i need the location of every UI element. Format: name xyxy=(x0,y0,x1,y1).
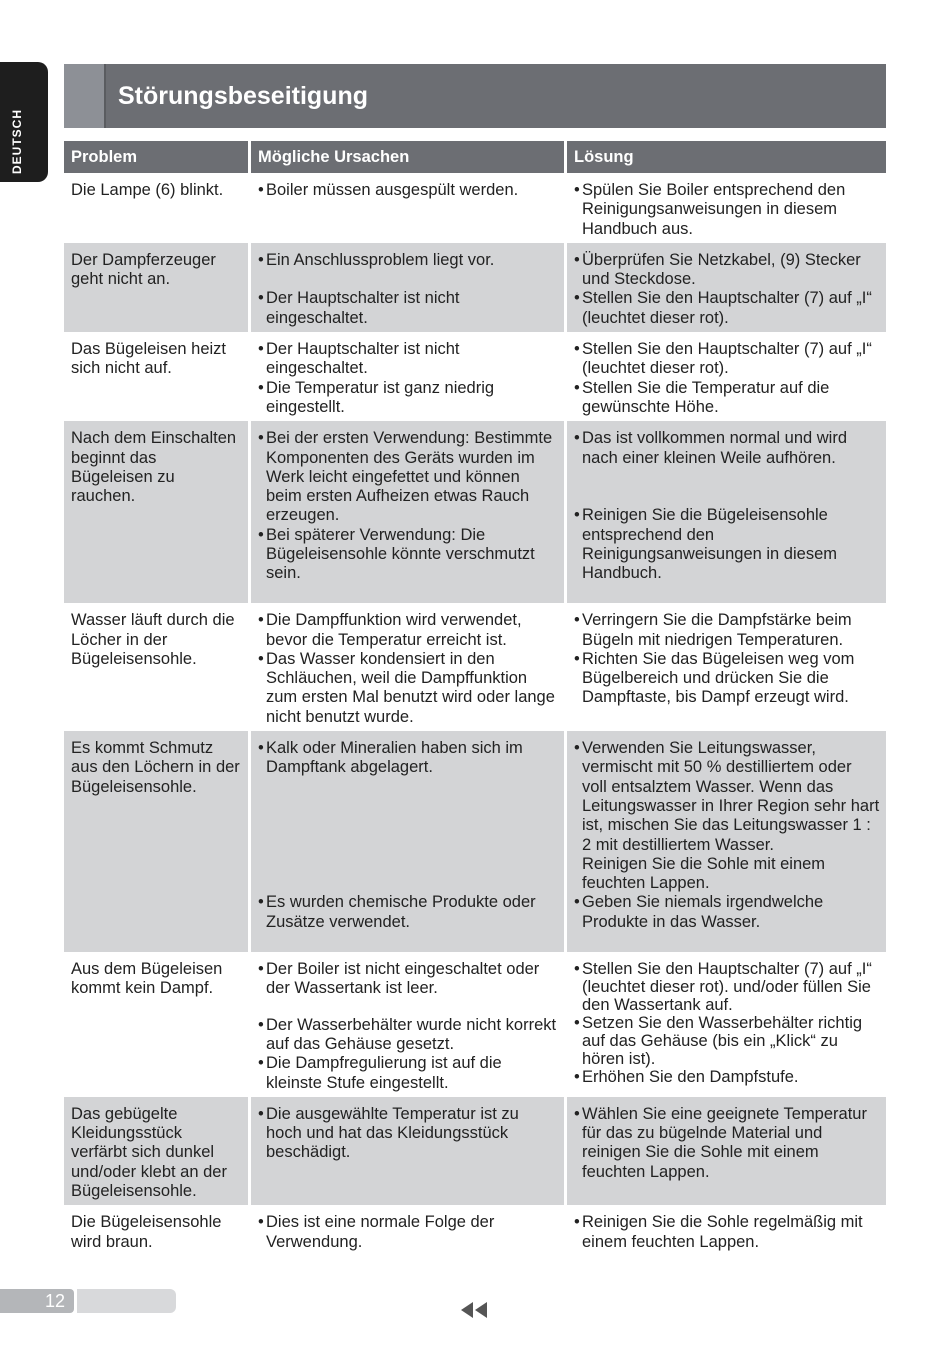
cause-item: • Boiler müssen ausgespült werden. xyxy=(258,181,519,199)
solution-item: • Stellen Sie den Hauptschalter (7) auf „I“ (leuchtet dieser rot). xyxy=(574,340,872,378)
rewind-arrows-icon xyxy=(461,1302,489,1318)
column-header-causes: Mögliche Ursachen xyxy=(248,141,564,173)
solution-item: • Reinigen Sie die Sohle regelmäßig mit einem feuchten Lappen. xyxy=(574,1213,863,1251)
cause-item: • Das Wasser kondensiert in den Schläuchen, weil die Dampffunktion zum ersten Mal benutzt wird oder lange nicht benutzt wurde. xyxy=(258,649,555,726)
causes-cell xyxy=(248,1205,564,1256)
page-number: 12 xyxy=(0,1289,74,1313)
solution-item: • Verringern Sie die Dampfstärke beim Bügeln mit niedrigen Temperaturen. xyxy=(574,611,852,649)
cause-item: • Der Wasserbehälter wurde nicht korrekt auf das Gehäuse gesetzt. xyxy=(258,1015,557,1053)
cause-item: • Ein Anschlussproblem liegt vor. xyxy=(258,250,495,269)
solution-item: • Spülen Sie Boiler entsprechend den Reinigungsanweisungen in diesem Handbuch aus. xyxy=(574,181,846,238)
cause-item: • Bei späterer Verwendung: Die Bügeleisensohle könnte verschmutzt sein. xyxy=(258,525,535,583)
problem-cell: Nach dem Einschalten beginnt das Bügeleisen zu rauchen. xyxy=(64,421,248,603)
cause-item: • Der Hauptschalter ist nicht eingeschaltet. xyxy=(258,289,460,327)
solution-cell xyxy=(564,332,886,421)
cause-item: • Der Hauptschalter ist nicht eingeschaltet. xyxy=(258,340,460,378)
solution-item: • Stellen Sie die Temperatur auf die gewünschte Höhe. xyxy=(574,378,830,416)
cause-item: • Die ausgewählte Temperatur ist zu hoch und hat das Kleidungsstück beschädigt. xyxy=(258,1104,519,1162)
cause-item: • Kalk oder Mineralien haben sich im Dampftank abgelagert. xyxy=(258,739,523,777)
solution-cell xyxy=(564,243,886,332)
solution-item: • Wählen Sie eine geeignete Temperatur für das zu bügelnde Material und reinigen Sie die Sohle mit einem feuchten Lappen. xyxy=(574,1104,867,1181)
problem-cell: Es kommt Schmutz aus den Löchern in der Bügeleisensohle. xyxy=(64,731,248,952)
solution-cell xyxy=(564,421,886,603)
cause-item: • Die Temperatur ist ganz niedrig eingestellt. xyxy=(258,378,495,416)
problem-cell: Der Dampferzeuger geht nicht an. xyxy=(64,243,248,332)
cause-item: • Die Dampffunktion wird verwendet, bevor die Temperatur erreicht ist. xyxy=(258,611,522,649)
page-title: Störungsbeseitigung xyxy=(118,81,368,110)
problem-cell: Das gebügelte Kleidungsstück verfärbt sich dunkel und/oder klebt an der Bügeleisensohle. xyxy=(64,1097,248,1205)
solution-item: • Richten Sie das Bügeleisen weg vom Bügelbereich und drücken Sie die Dampftaste, bis Dampf erzeugt wird. xyxy=(574,649,855,707)
causes-cell xyxy=(248,1097,564,1205)
causes-cell xyxy=(248,332,564,421)
causes-cell xyxy=(248,421,564,603)
solution-item: • Stellen Sie den Hauptschalter (7) auf „I“ (leuchtet dieser rot). und/oder füllen Sie den Wassertank auf. xyxy=(574,960,872,1015)
problem-cell: Die Lampe (6) blinkt. xyxy=(71,181,224,199)
problem-cell: Die Bügeleisensohle wird braun. xyxy=(71,1213,222,1251)
causes-cell xyxy=(248,243,564,332)
solution-cell xyxy=(564,731,886,952)
table-row xyxy=(64,1205,886,1256)
section-header xyxy=(64,64,886,128)
table-row xyxy=(64,1097,886,1205)
solution-item: Reinigen Sie die Sohle mit einem feuchten Lappen. xyxy=(582,854,826,893)
table-row xyxy=(64,332,886,421)
language-label: DEUTSCH xyxy=(10,108,24,174)
column-header-problem: Problem xyxy=(64,141,248,173)
solution-item: • Reinigen Sie die Bügeleisensohle entsprechend den Reinigungsanweisungen in diesem Handbuch. xyxy=(574,506,838,583)
solution-item: • Überprüfen Sie Netzkabel, (9) Stecker und Steckdose. xyxy=(574,250,861,289)
solution-item: • Stellen Sie den Hauptschalter (7) auf „I“ (leuchtet dieser rot). xyxy=(574,289,872,327)
cause-item: • Bei der ersten Verwendung: Bestimmte Komponenten des Geräts wurden im Werk leicht eingefettet und können beim ersten Aufheizen etwas Rauch erzeugen. xyxy=(258,429,553,525)
causes-cell xyxy=(248,603,564,731)
cause-item: • Dies ist eine normale Folge der Verwendung. xyxy=(258,1213,495,1251)
solution-item: • Verwenden Sie Leitungswasser, vermischt mit 50 % destilliertem oder voll entsalztem Wasser. Wenn das Leitungswasser in Ihrer Region sehr hart ist, mischen Sie das Leitungswasser 1 : 2 mit destilliertem Wasser. xyxy=(574,739,880,854)
causes-cell xyxy=(248,731,564,952)
header-accent-block xyxy=(64,64,106,128)
solution-cell xyxy=(564,1205,886,1256)
solution-cell xyxy=(564,1097,886,1205)
causes-cell xyxy=(248,952,564,1097)
solution-item: • Das ist vollkommen normal und wird nach einer kleinen Weile aufhören. xyxy=(574,429,848,467)
table-row xyxy=(64,421,886,603)
problem-cell: Das Bügeleisen heizt sich nicht auf. xyxy=(71,340,227,378)
problem-cell: Aus dem Bügeleisen kommt kein Dampf. xyxy=(71,960,223,998)
table-row xyxy=(64,603,886,731)
page-number-bar xyxy=(77,1289,176,1313)
solution-item: • Erhöhen Sie den Dampfstufe. xyxy=(574,1068,799,1087)
solution-item: • Setzen Sie den Wasserbehälter richtig auf das Gehäuse (bis ein „Klick“ zu hören ist). xyxy=(574,1014,863,1069)
language-tab xyxy=(0,62,48,182)
troubleshooting-table xyxy=(64,141,886,1256)
solution-item: • Geben Sie niemals irgendwelche Produkte in das Wasser. xyxy=(574,893,824,931)
table-row xyxy=(64,243,886,332)
table-row xyxy=(64,952,886,1097)
solution-cell xyxy=(564,173,886,243)
solution-cell xyxy=(564,603,886,731)
causes-cell xyxy=(248,173,564,243)
cause-item: • Es wurden chemische Produkte oder Zusätze verwendet. xyxy=(258,893,536,931)
problem-cell: Wasser läuft durch die Löcher in der Bügeleisensohle. xyxy=(71,611,235,668)
table-row xyxy=(64,731,886,952)
table-header-row xyxy=(64,141,886,173)
table-row xyxy=(64,173,886,243)
cause-item: • Die Dampfregulierung ist auf die kleinste Stufe eingestellt. xyxy=(258,1054,502,1092)
column-header-solution: Lösung xyxy=(564,141,886,173)
cause-item: • Der Boiler ist nicht eingeschaltet oder der Wassertank ist leer. xyxy=(258,960,540,998)
solution-cell xyxy=(564,952,886,1097)
